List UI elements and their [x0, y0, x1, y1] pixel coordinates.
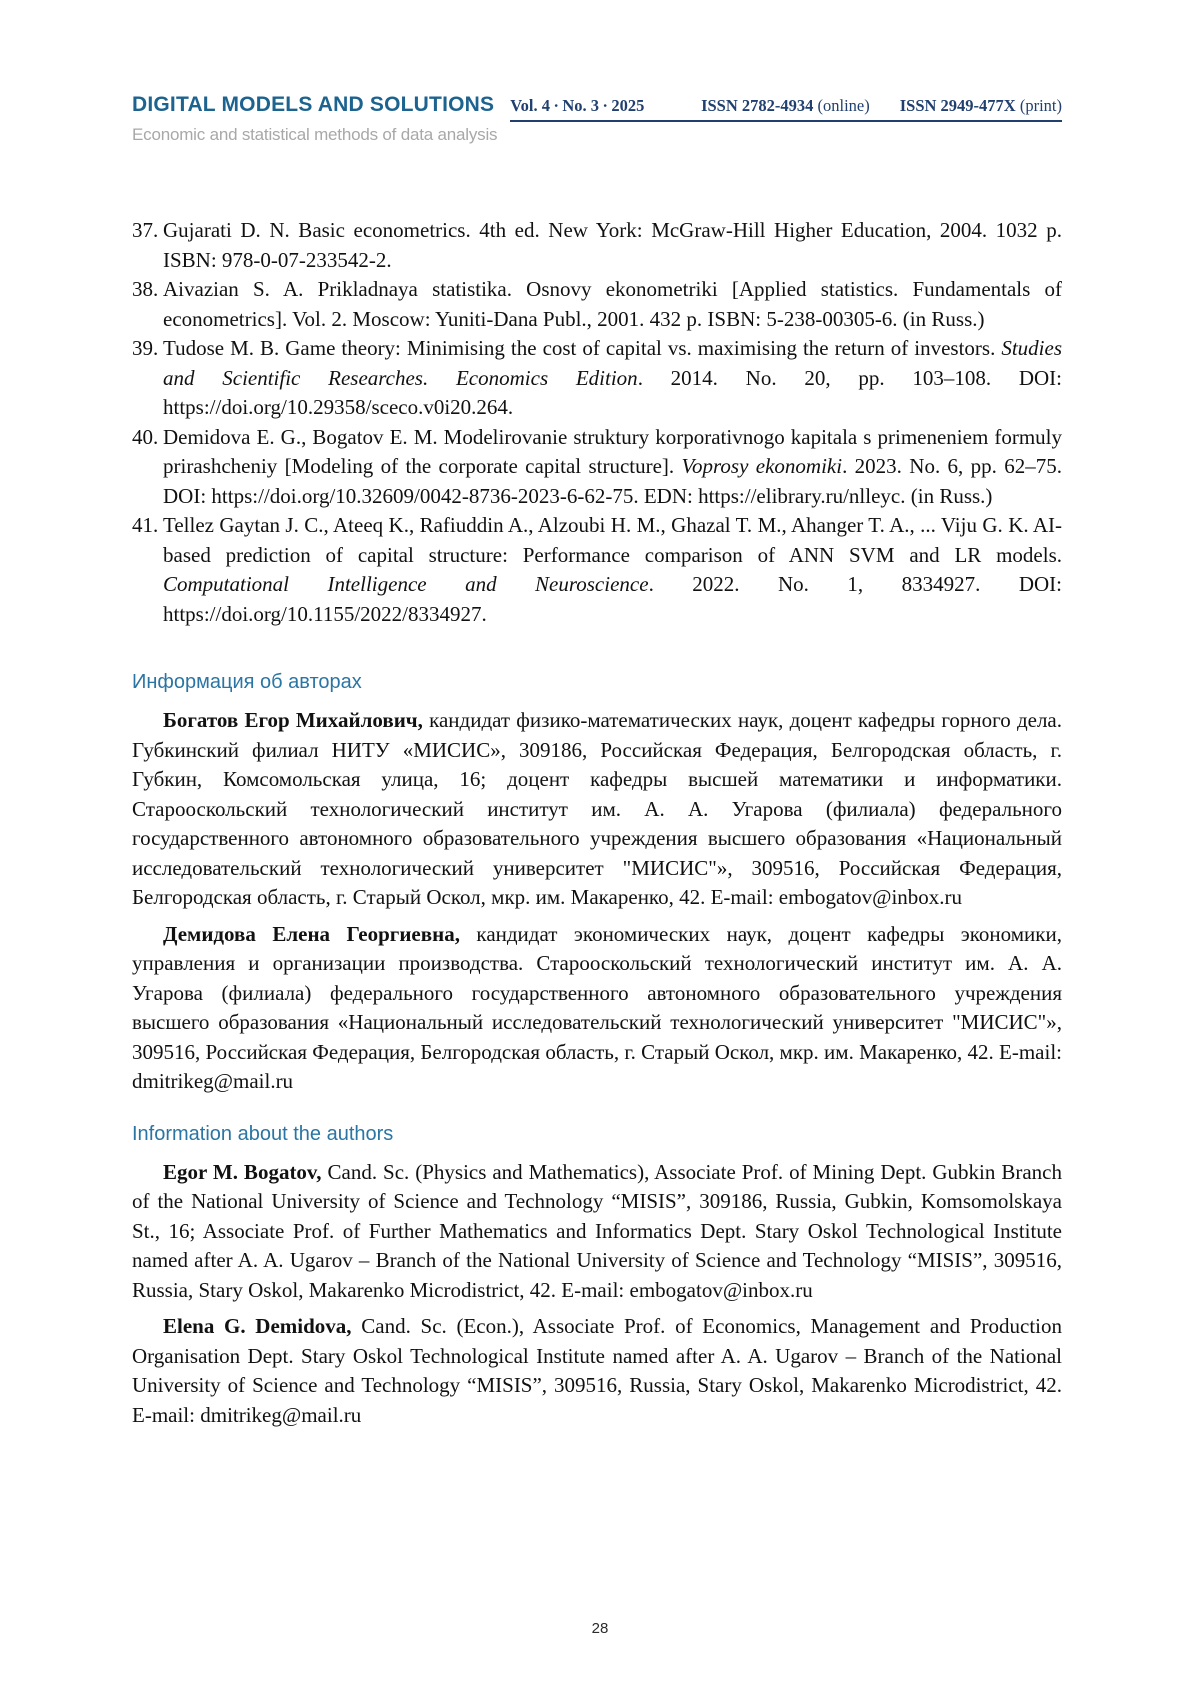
- section-subtitle: Economic and statistical methods of data analysis: [132, 125, 498, 144]
- header-meta: [510, 96, 1062, 122]
- reference-number: 40.: [132, 424, 159, 449]
- reference-number: 39.: [132, 336, 159, 360]
- text-run: Voprosy ekonomiki: [681, 454, 843, 478]
- page-number: 28: [591, 1620, 609, 1637]
- authors-info-ru: [132, 706, 1062, 1097]
- journal-title: DIGITAL MODELS AND SOLUTIONS: [132, 93, 495, 116]
- issue-info: Vol. 4 ∙ No. 3 ∙ 2025: [510, 96, 645, 115]
- text-run: . 2022. No. 1, 8334927. DOI: https://doi.org/10.1155/2022/8334927.: [163, 572, 1062, 626]
- reference-list: [132, 216, 1062, 629]
- issn-print-number: ISSN 2949-477X: [899, 96, 1016, 115]
- text-run: Cand. Sc. (Physics and Mathematics), Associate Prof. of Mining Dept. Gubkin Branch of the National University of Science and Technology “MISIS”, 309186, Russia, Gubkin, Komsomolskaya St., 16; Associate Prof. of Further Mathematics and Informatics Dept. Stary Oskol Technological Institute named after A. A. Ugarov – Branch of the National University of Science and Technology “MISIS”, 309516, Russia, Stary Oskol, Makarenko Microdistrict, 42. E-mail: embogatov@inbox.ru: [132, 1159, 1062, 1302]
- issn-online-number: ISSN 2782-4934: [701, 96, 814, 115]
- text-run: Cand. Sc. (Econ.), Associate Prof. of Economics, Management and Production Organisation Dept. Stary Oskol Technological Institute named after A. A. Ugarov – Branch of the National University of Science and Technology “MISIS”, 309516, Russia, Stary Oskol, Makarenko Microdistrict, 42. E-mail: dmitrikeg@mail.ru: [132, 1314, 1062, 1427]
- text-run: Computational Intelligence and Neuroscience: [163, 572, 649, 596]
- author-name: Богатов Егор Михайлович,: [163, 708, 423, 732]
- text-run: . 2023. No. 6, pp. 62–75. DOI: https://doi.org/10.32609/0042-8736-2023-6-62-75. EDN: https://elibrary.ru/nlleyc. (in Russ.): [163, 454, 1063, 508]
- header-top-row: [132, 93, 1062, 122]
- issn-print-label: (print): [1019, 96, 1062, 115]
- text-run: Studies and Scientific Researches. Economics Edition: [163, 336, 1062, 390]
- heading-authors-info-ru: Информация об авторах: [132, 671, 362, 693]
- author-name: Демидова Елена Георгиевна,: [163, 921, 460, 946]
- text-run: Demidova E. G., Bogatov E. M. Modelirovanie struktury korporativnogo kapitala s primeneniem formuly prirashcheniy [Modeling of the corporate capital structure].: [163, 424, 1062, 478]
- page-header: [132, 93, 1062, 145]
- reference-item: [132, 511, 1062, 629]
- author-paragraph: [132, 1312, 1062, 1430]
- author-name: Elena G. Demidova,: [163, 1314, 352, 1338]
- text-run: Tudose M. B. Game theory: Minimising the cost of capital vs. maximising the return of investors.: [163, 336, 1002, 360]
- page-body: [132, 216, 1062, 1430]
- author-name: Egor M. Bogatov,: [163, 1159, 322, 1184]
- issn-group: [701, 96, 1062, 116]
- reference-item: [132, 216, 1062, 275]
- text-run: Gujarati D. N. Basic econometrics. 4th ed. New York: McGraw-Hill Higher Education, 2004. 1032 p. ISBN: 978-0-07-233542-2.: [163, 218, 1062, 272]
- issn-online: [701, 96, 870, 116]
- reference-item: [132, 334, 1062, 423]
- heading-authors-info-en: Information about the authors: [132, 1122, 394, 1145]
- issn-print: [900, 96, 1062, 116]
- text-run: Tellez Gaytan J. C., Ateeq K., Rafiuddin A., Alzoubi H. M., Ghazal T. M., Ahanger T. A., ... Viju G. K. AI-based prediction of capital structure: Performance comparison of ANN SVM and LR models.: [163, 513, 1062, 567]
- reference-number: 38.: [132, 277, 159, 301]
- reference-number: 37.: [132, 218, 159, 242]
- reference-number: 41.: [132, 513, 159, 537]
- text-run: кандидат экономических наук, доцент кафедры экономики, управления и организации производства. Старооскольский технологический институт им. А. А. Угарова (филиала) федерального государственного автономного образовательного учреждения высшего образования «Национальный исследовательский технологический университет "МИСИС"», 309516, Российская Федерация, Белгородская область, г. Старый Оскол, мкр. им. Макаренко, 42. E-mail: dmitrikeg@mail.ru: [132, 921, 1062, 1093]
- text-run: кандидат физико-математических наук, доцент кафедры горного дела. Губкинский филиал НИТУ «МИСИС», 309186, Российская Федерация, Белгородская область, г. Губкин, Комсомольская улица, 16; доцент кафедры высшей математики и информатики. Старооскольский технологический институт им. А. А. Угарова (филиала) федерального государственного автономного образовательного учреждения высшего образования «Национальный исследовательский технологический университет "МИСИС"», 309516, Российская Федерация, Белгородская область, г. Старый Оскол, мкр. им. Макаренко, 42. E-mail: embogatov@inbox.ru: [132, 708, 1063, 909]
- reference-item: [132, 275, 1062, 334]
- page-footer: [0, 1620, 1200, 1637]
- author-paragraph: [132, 920, 1062, 1097]
- issn-online-label: (online): [817, 96, 870, 115]
- authors-info-en: [132, 1158, 1062, 1431]
- author-paragraph: [132, 1158, 1062, 1306]
- text-run: Aivazian S. A. Prikladnaya statistika. Osnovy ekonometriki [Applied statistics. Fundamentals of econometrics]. Vol. 2. Moscow: Yuniti-Dana Publ., 2001. 432 p. ISBN: 5-238-00305-6. (in Russ.): [163, 277, 1062, 331]
- text-run: . 2014. No. 20, pp. 103–108. DOI: https://doi.org/10.29358/sceco.v0i20.264.: [163, 365, 1062, 419]
- reference-item: [132, 423, 1062, 512]
- author-paragraph: [132, 706, 1062, 913]
